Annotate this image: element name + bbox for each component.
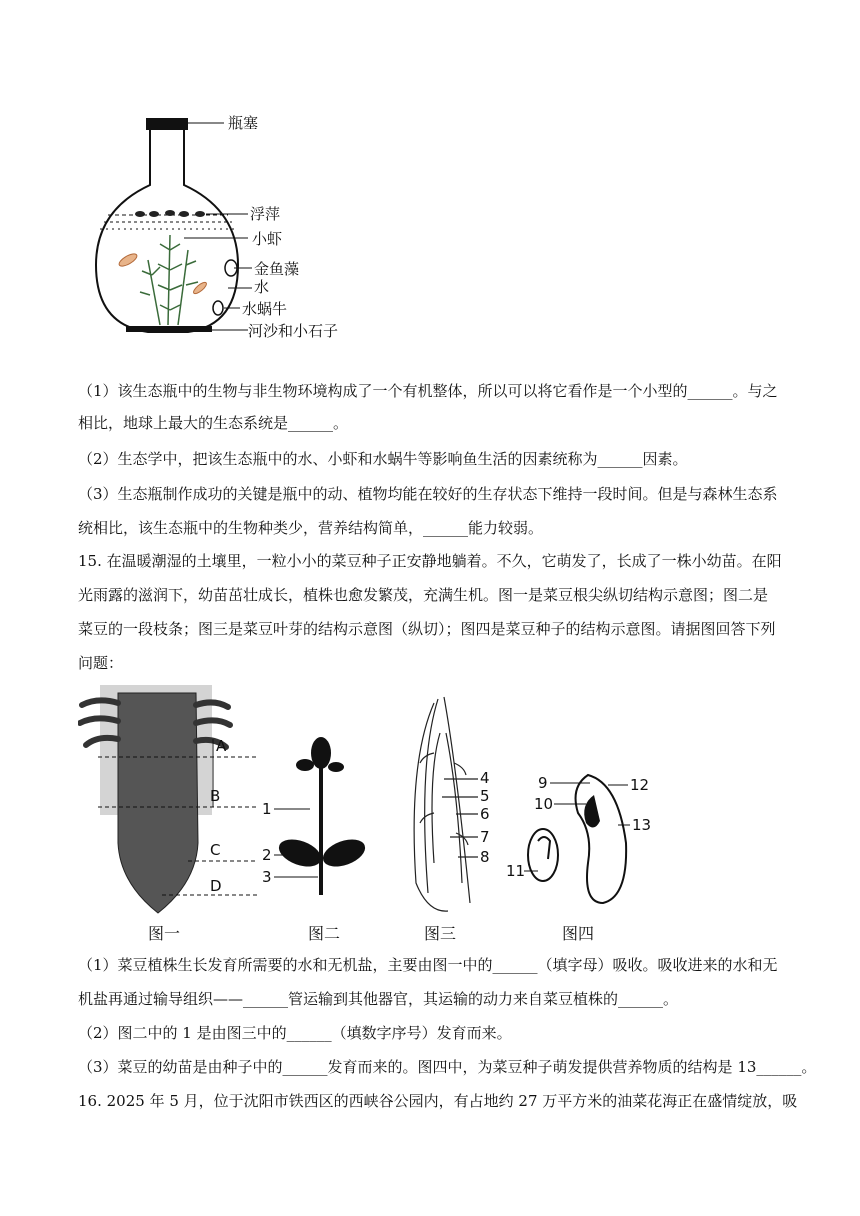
bud-label-8: 8 bbox=[480, 848, 490, 866]
caption-fig3: 图三 bbox=[424, 924, 457, 943]
q14-sub1-line1: （1）该生态瓶中的生物与非生物环境构成了一个有机整体，所以可以将它看作是一个小型的______。与之 bbox=[78, 382, 778, 400]
q16-stem-line1: 16. 2025 年 5 月，位于沈阳市铁西区的西峡谷公园内，有占地约 27 万平方米的油菜花海正在盛情绽放，吸 bbox=[78, 1092, 798, 1110]
shrimp bbox=[117, 252, 208, 296]
seed-label-12: 12 bbox=[630, 776, 650, 794]
root-tip-diagram bbox=[80, 685, 258, 913]
q15-stem-line1: 15. 在温暖潮湿的土壤里，一粒小小的菜豆种子正安静地躺着。不久，它萌发了，长成了一株小幼苗。在阳 bbox=[78, 552, 782, 570]
label-stopper: 瓶塞 bbox=[228, 114, 259, 132]
label-snail: 水蜗牛 bbox=[242, 300, 288, 318]
label-water: 水 bbox=[254, 278, 270, 296]
bud-label-5: 5 bbox=[480, 787, 490, 805]
q15-sub1-line2: 机盐再通过输导组织——______管运输到其他器官，其运输的动力来自菜豆植株的______。 bbox=[78, 990, 679, 1008]
label-sand: 河沙和小石子 bbox=[248, 322, 339, 340]
seed-label-11: 11 bbox=[506, 862, 526, 880]
caption-fig2: 图二 bbox=[308, 924, 341, 943]
q14-sub3-line2: 统相比，该生态瓶中的生物种类少，营养结构简单，______能力较弱。 bbox=[78, 519, 544, 537]
q15-stem-line3: 菜豆的一段枝条；图三是菜豆叶芽的结构示意图（纵切）；图四是菜豆种子的结构示意图。请据图回答下列 bbox=[78, 620, 776, 638]
label-shrimp: 小虾 bbox=[252, 230, 283, 248]
stem-label-2: 2 bbox=[262, 846, 272, 864]
label-hornwort: 金鱼藻 bbox=[254, 260, 300, 278]
seed-label-9: 9 bbox=[538, 774, 548, 792]
seed-diagram bbox=[506, 774, 651, 903]
root-label-c: C bbox=[210, 841, 221, 859]
root-label-d: D bbox=[210, 877, 222, 895]
seed-label-10: 10 bbox=[534, 795, 554, 813]
q14-sub2: （2）生态学中，把该生态瓶中的水、小虾和水蜗牛等影响鱼生活的因素统称为______因素。 bbox=[78, 450, 688, 468]
river-sand bbox=[126, 326, 212, 332]
q15-stem-line2: 光雨露的滋润下，幼苗茁壮成长，植株也愈发繁茂，充满生机。图一是菜豆根尖纵切结构示意图；图二是 bbox=[78, 586, 769, 604]
bean-structure-figure bbox=[78, 683, 698, 945]
bud-label-4: 4 bbox=[480, 769, 490, 787]
seed-label-13: 13 bbox=[632, 816, 652, 834]
caption-fig1: 图一 bbox=[148, 924, 181, 943]
stem-diagram bbox=[262, 737, 369, 895]
hornwort-plant bbox=[140, 235, 198, 325]
root-label-a: A bbox=[216, 737, 227, 755]
q15-sub3: （3）菜豆的幼苗是由种子中的______发育而来的。图四中，为菜豆种子萌发提供营养物质的结构是 13______。 bbox=[78, 1058, 817, 1076]
bottle-stopper bbox=[146, 118, 188, 130]
q15-sub2: （2）图二中的 1 是由图三中的______（填数字序号）发育而来。 bbox=[78, 1024, 512, 1042]
label-duckweed: 浮萍 bbox=[250, 205, 281, 223]
duckweed bbox=[135, 210, 205, 217]
eco-bottle-figure bbox=[88, 110, 358, 350]
root-label-b: B bbox=[210, 787, 221, 805]
q15-sub1-line1: （1）菜豆植株生长发育所需要的水和无机盐，主要由图一中的______（填字母）吸收。吸收进来的水和无 bbox=[78, 956, 778, 974]
q14-sub3-line1: （3）生态瓶制作成功的关键是瓶中的动、植物均能在较好的生存状态下维持一段时间。但是与森林生态系 bbox=[78, 485, 778, 503]
leaf-bud-diagram bbox=[414, 697, 478, 911]
stem-label-3: 3 bbox=[262, 868, 272, 886]
q14-sub1-line2: 相比，地球上最大的生态系统是______。 bbox=[78, 414, 349, 432]
caption-fig4: 图四 bbox=[562, 924, 595, 943]
q15-stem-line4: 问题： bbox=[78, 654, 124, 672]
bud-label-6: 6 bbox=[480, 805, 490, 823]
bud-label-7: 7 bbox=[480, 828, 490, 846]
stem-label-1: 1 bbox=[262, 800, 272, 818]
